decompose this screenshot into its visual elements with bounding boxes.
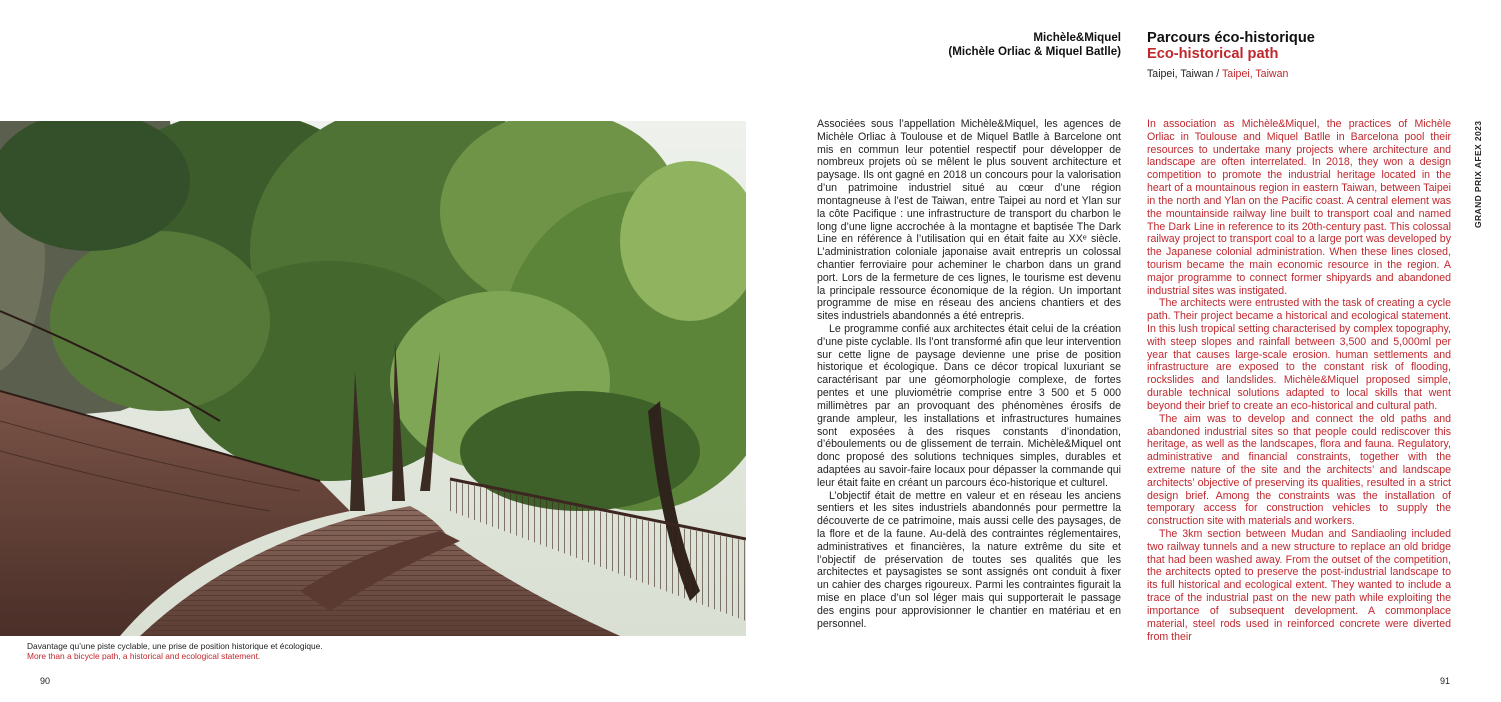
architects-name: Michèle&Miquel [1033, 31, 1121, 44]
paragraph-en-2: The architects were entrusted with the task of creating a cycle path. Their project became a historical and ecological statement. In this lush tropical setting characterised by complex topography, with steep slopes and rainfall between 3,500 and 5,000ml per year that causes large-scale erosion. human settlements and infrastructure are exposed to the constant risk of flooding, rockslides and landslides. Michèle&Miquel proposed simple, durable technical solutions adapted to local skills that went beyond their brief to create an eco-historical and cultural path. [1147, 297, 1451, 412]
architects-credit [900, 31, 1121, 59]
page-number-left: 90 [40, 676, 51, 686]
location-en: Taipei, Taiwan [1222, 68, 1289, 80]
project-location [1147, 68, 1477, 81]
paragraph-en-3: The aim was to develop and connect the old paths and abandoned industrial sites so that people could rediscover this heritage, as well as the landscapes, flora and fauna. Regulatory, administrative and financial constraints, together with the extreme nature of the site and the architects’ and landscape architects’ objective of preserving its qualities, resulted in a strict design brief. Among the constraints was the installation of temporary access for construction vehicles to supply the construction site with materials and workers. [1147, 412, 1451, 528]
paragraph-fr-2: Le programme confié aux architectes était celui de la création d’une piste cyclable. Ils l’ont transformé afin que leur intervention sur cette ligne de paysage devienne une prise de position historique et écologique. Dans ce décor tropical luxuriant se caractérisant par une géomorphologie complexe, de fortes pentes et une pluviométrie comprise entre 3 500 et 5 000 millimètres par an provoquant des phénomènes érosifs de grande ampleur, les installations et infrastructures humaines sont exposées à des risques constants d’inondation, d’éboulements ou de glissement de terrain. Michèle&Miquel ont donc proposé des solutions techniques simples, durables et adaptées au savoir-faire locaux pour dépasser la commande qui leur était faite en créant un parcours éco-historique et culturel. [817, 323, 1121, 489]
project-title-block [1147, 30, 1477, 81]
running-label: GRAND PRIX AFEX 2023 [1473, 120, 1483, 228]
paragraph-en-4: The 3km section between Mudan and Sandiaoling included two railway tunnels and a new structure to replace an old bridge that had been washed away. From the outset of the competition, the architects opted to preserve the post-industrial landscape to its full historical and ecological extent. They wanted to include a trace of the industrial past on the new path while exploiting the importance of subsequent development. A commonplace material, steel rods used in reinforced concrete were diverted from their [1147, 528, 1451, 643]
location-fr: Taipei, Taiwan / [1147, 68, 1220, 80]
photo-cycle-path [0, 121, 746, 636]
title-en: Eco-historical path [1147, 46, 1279, 62]
title-fr: Parcours éco-historique [1147, 30, 1315, 46]
paragraph-fr-3: L’objectif était de mettre en valeur et en réseau les anciens sentiers et les sites industriels abandonnés pour permettre la découverte de ce patrimoine, mais aussi celle des paysages, de la flore et de la faune. Au-delà des contraintes réglementaires, administratives et financières, la nature extrême du site et l’objectif de préservation de toutes ses qualités que les architectes et paysagistes se sont assignés ont conduit à fixer un cahier des charges rigoureux. Parmi les contraintes figurait la mise en place d’un sol léger mais qui supporterait le passage des engins pour approvisionner le chantier en matériau et en personnel. [817, 489, 1121, 630]
architects-full-names: (Michèle Orliac & Miquel Batlle) [948, 45, 1121, 58]
caption-en: More than a bicycle path, a historical and ecological statement. [27, 651, 261, 661]
page-number-right: 91 [1440, 676, 1451, 686]
photo-caption [27, 641, 747, 661]
body-text-en [1147, 118, 1451, 643]
paragraph-fr-1: Associées sous l’appellation Michèle&Miquel, les agences de Michèle Orliac à Toulouse et de Miquel Batlle à Barcelone ont mis en commun leur potentiel respectif pour développer de nombreux projets où se mêlent le plus souvent architecture et paysage. Ils ont gagné en 2018 un concours pour la valorisation d’un patrimoine industriel situé au cœur d’une région montagneuse à l’est de Taiwan, entre Taipei au nord et Ylan sur la côte Pacifique : une infrastructure de transport du charbon le long d’une ligne accrochée à la montagne et baptisée The Dark Line en référence à l’utilisation qui en était faite au XXᵉ siècle. L’administration coloniale japonaise avait entrepris un colossal chantier ferroviaire pour acheminer le charbon dans un grand port. Lors de la fermeture de ces lignes, le tourisme est devenu la principale ressource économique de la région. Un important programme de mise en réseau des anciens chantiers et des sites industriels abandonnés a été entrepris. [817, 118, 1121, 323]
photo-illustration [0, 121, 746, 636]
body-text-fr [817, 118, 1121, 631]
paragraph-en-1: In association as Michèle&Miquel, the practices of Michèle Orliac in Toulouse and Miquel Batlle in Barcelona pool their resources to undertake many projects where architecture and landscape are often interrelated. In 2018, they won a design competition to promote the industrial heritage located in the heart of a mountainous region in eastern Taiwan, between Taipei in the north and Ylan on the Pacific coast. A central element was the mountainside railway line built to transport coal and named The Dark Line in reference to its 20th-century past. This colossal railway project to transport coal to a large port was developed by the Japanese colonial administration. When these lines closed, tourism became the main economic resource in the region. A major programme to connect former shipyards and abandoned industrial sites was instigated. [1147, 118, 1451, 297]
caption-fr: Davantage qu’une piste cyclable, une prise de position historique et écologique. [27, 641, 323, 651]
